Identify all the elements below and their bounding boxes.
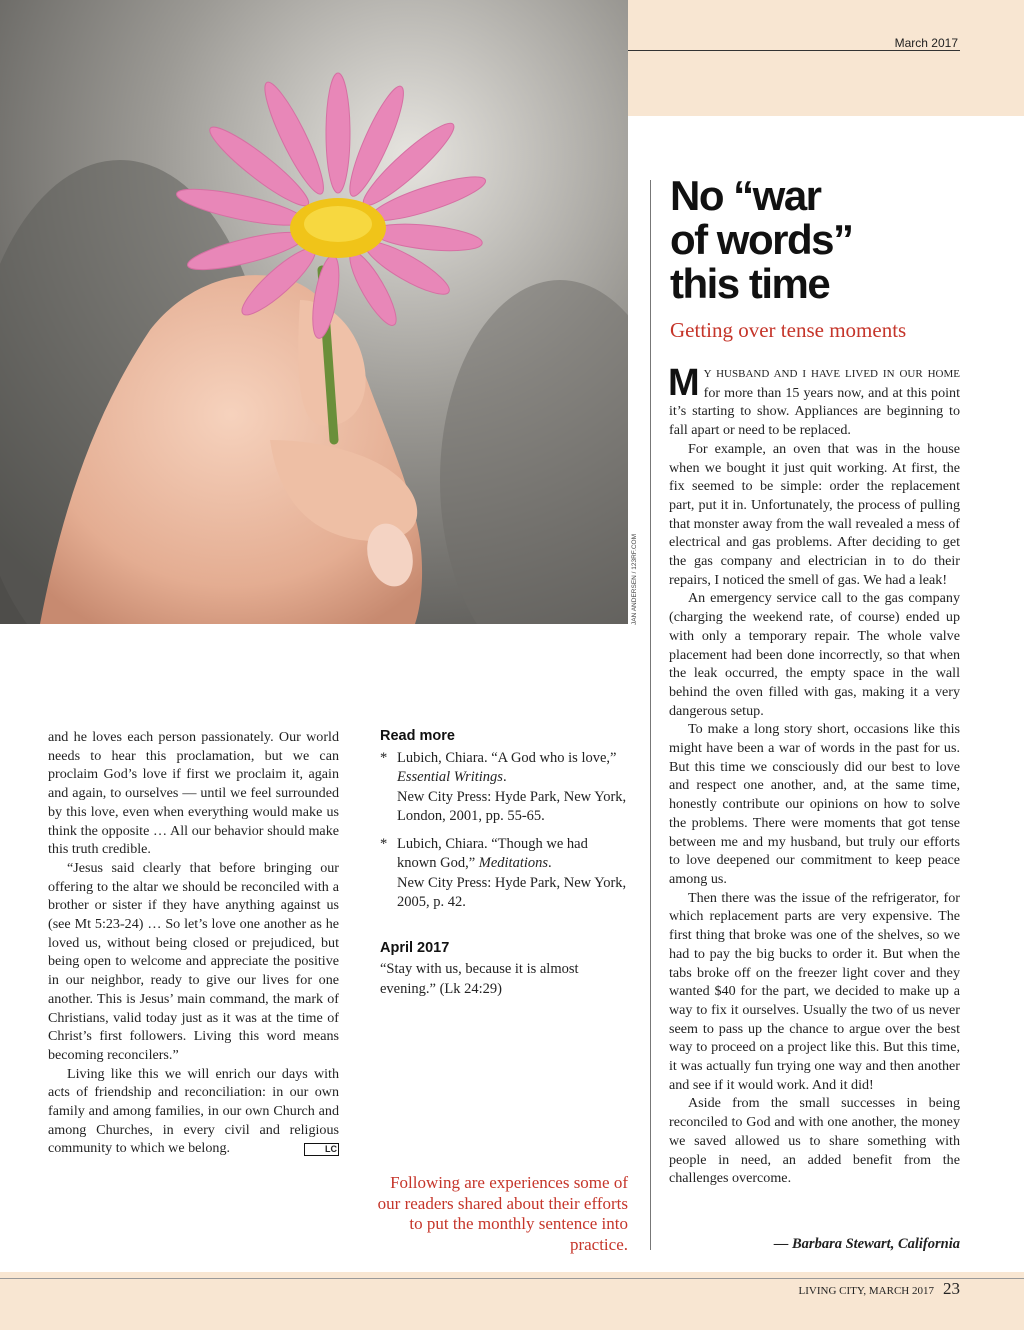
reference-text: Lubich, Chiara. “Though we had known God,” <box>397 835 588 871</box>
april-quote: “Stay with us, because it is almost evening.” (Lk 24:29) <box>380 961 579 997</box>
left-paragraph-text: Living like this we will enrich our days with acts of friendship and reconciliation: in our own family and among families, in our own Church and among Churches, in every civil and religious community to which we belong. <box>48 1065 339 1157</box>
reference-item <box>380 749 630 827</box>
headline-line: this time <box>670 260 830 307</box>
header-rule <box>628 50 960 51</box>
page-number: 23 <box>943 1279 960 1298</box>
lead-text: for more than 15 years now, and at this point it’s starting to show. Appliances are beginning to fall apart or need to be replaced. <box>669 384 960 439</box>
author-signoff: — Barbara Stewart, California <box>773 1236 960 1252</box>
reference-bullet: * <box>380 835 388 852</box>
reference-title: Essential Writings <box>397 769 503 785</box>
column-rule <box>650 180 651 1250</box>
issue-date: March 2017 <box>894 36 958 50</box>
read-more-heading: Read more <box>380 728 455 744</box>
reference-publisher: New City Press: Hyde Park, New York, 2005, p. 42. <box>397 874 627 910</box>
reference-text: Lubich, Chiara. “A God who is love,” <box>397 749 617 766</box>
flower-in-hand-photo <box>0 0 628 624</box>
reference-item <box>380 835 630 913</box>
left-paragraph: “Jesus said clearly that before bringing our offering to the altar we should be reconciled with a brother or sister if they have anything against us (see Mt 5:23-24) … So let’s love one another as he loved us, without being closed or prejudiced, but being open to welcome and appreciate the positive in our neighbor, ready to give our lives for one another. This is Jesus’ main command, the mark of Christians, valid today just as it was at the time of Christ’s first followers. Living this word means becoming reconcilers.” <box>48 859 339 1063</box>
article-lead-paragraph <box>669 364 960 440</box>
drop-cap: M <box>668 362 700 404</box>
lead-small-caps: Y HUSBAND AND I HAVE LIVED IN OUR HOME <box>703 368 960 380</box>
read-more-box <box>380 727 630 999</box>
reference-title: Meditations <box>478 855 549 871</box>
footer-band <box>0 1272 1024 1330</box>
footer-rule <box>0 1278 1024 1279</box>
header-band <box>628 0 1024 116</box>
article-paragraph: An emergency service call to the gas company (charging the weekend rate, of course) ended up with only a temporary repair. The whole valve placement had been done incorrectly, so that when the leak occurred, the empty space in the wall behind the oven filled with gas, making it a very dangerous setup. <box>669 590 960 719</box>
reference-publisher: New City Press: Hyde Park, New York, London, 2001, pp. 55-65. <box>397 788 627 824</box>
left-paragraph: and he loves each person passionately. Our world needs to hear this proclamation, but we can proclaim God’s love if first we proclaim it, again and again, to ourselves — until we feel surrounded by this love, even when everything would make us think the opposite … All our behavior should make this truth credible. <box>48 729 339 858</box>
article-paragraph: To make a long story short, occasions like this might have been a war of words in the past for us. But this time we consciously did our best to love and respect one another, and, at the same time, honestly contribute our opinions on how to solve the problems. There were moments that got tense between me and my husband, but truly our efforts to love deepened our commitment to keep peace among us. <box>669 721 960 887</box>
footer-publication: LIVING CITY, MARCH 2017 <box>798 1285 934 1297</box>
article-paragraph: For example, an oven that was in the house when we bought it just quit working. At first, the fix seemed to be simple: order the replacement part, put it in. Unfortunately, the process of pulling that monster away from the wall revealed a mess of electrical and gas problems. After deciding to get the gas company and electrician in to do their repairs, I noticed the smell of gas. We had a leak! <box>669 440 960 588</box>
article-headline <box>670 174 970 306</box>
headline-line: No “war <box>670 172 821 219</box>
left-column-text <box>48 728 339 1158</box>
end-mark-logo: LC <box>304 1143 339 1156</box>
headline-line: of words” <box>670 216 853 263</box>
article-subhead: Getting over tense moments <box>670 318 907 342</box>
article-body <box>669 364 960 1188</box>
article-paragraph: Then there was the issue of the refrigerator, for which replacement parts are very expensive. The first thing that broke was one of the shelves, so we had to pay the big bucks to order it. But when the tabs broke off on the freezer light cover and they wanted $40 for the part, we decided to make up a way to fix it ourselves. Usually the two of us never seem to pass up the chance to argue over the best way to proceed on a project like this. But this time, it was actually fun trying one way and then another and see if it would work. And it did! <box>669 889 960 1093</box>
article-paragraph: Aside from the small successes in being reconciled to God and with one another, the money we saved allowed us to share something with people in need, an added benefit from the challenges overcome. <box>669 1095 960 1187</box>
photo-credit: JAN ANDERSEN / 123RF.COM <box>631 533 638 625</box>
april-heading: April 2017 <box>380 939 450 956</box>
reference-bullet: * <box>380 749 388 766</box>
reference-punct: . <box>502 769 507 785</box>
experiences-intro: Following are experiences some of our readers shared about their efforts to put the monthly sentence into practice. <box>377 1173 628 1254</box>
reference-punct: . <box>548 855 552 871</box>
photo-illustration <box>0 0 628 624</box>
left-paragraph <box>48 1065 339 1159</box>
